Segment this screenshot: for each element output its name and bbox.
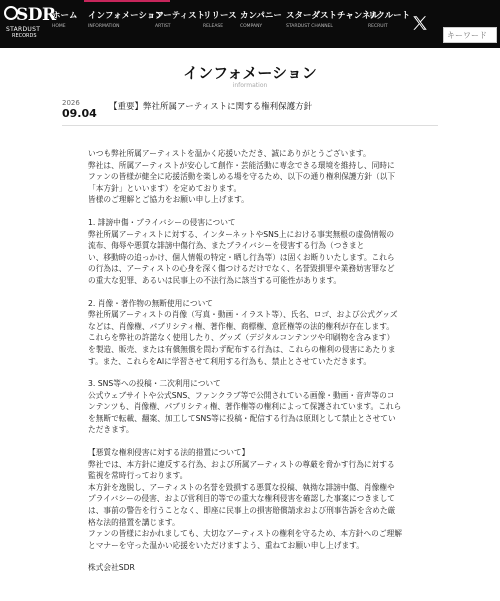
search-input[interactable] [443,27,497,43]
nav-item-release[interactable] [203,9,237,29]
nav-item-label: スターダストチャンネル [286,11,379,21]
nav-item-label: リリース [203,11,237,21]
nav-item-stardust-channel[interactable] [286,9,379,29]
x-icon[interactable] [411,14,429,32]
logo-text: SDR [16,5,56,25]
nav-item-sublabel: HOME [52,24,66,29]
article-paragraph-legal: 【悪質な権利侵害に対する法的措置について】 弊社では、本方針に違反する行為、および所属アーティストの尊厳を脅かす行為に対する 監視を常時行っております。 本方針を逸脱し、アーティストの名誉を毀損する悪質な投稿、執拗な誹謗中傷、肖像権や プライバシーの侵害、および営利目的等での重大な権利侵害を確認した事案につきまして は、事前の警告を行うことなく、即座に民事上の損害賠償請求および刑事告訴を含めた厳 格な法的措置を講じます。 ファンの皆様におかれましても、大切なアーティストの権利を守るため、本方針へのご理解 とマナーを守った温かい応援をいただけますよう、重ねてお願い申し上げます。 [88,448,402,550]
page-title: インフォメーション [183,64,317,82]
article-signature: 株式会社SDR [88,563,135,573]
nav-item-label: リクルート [368,11,411,21]
article-paragraph-intro: いつも弊社所属アーティストを温かく応援いただき、誠にありがとうございます。 弊社は、所属アーティストが安心して創作・芸能活動に専念できる環境を維持し、同時に ファンの皆様が健全に応援活動を楽しめる場を守るため、以下の通り権利保護方針（以下 「本方針」といいます）を定めております。 皆様のご理解とご協力をお願い申し上げます。 [88,149,396,205]
divider [62,125,438,126]
logo-subtext: STARDUST [6,26,41,33]
nav-item-sublabel: RELEASE [203,24,224,29]
page-subtitle: information [232,82,268,89]
nav-item-sublabel: RECRUIT [368,24,388,29]
nav-item-sublabel: INFORMATION [88,24,120,29]
nav-item-label: アーティスト [155,11,206,21]
article-body [88,148,418,574]
nav-item-label: インフォメーション [88,11,164,21]
nav-item-company[interactable] [240,9,282,29]
nav-item-label: カンパニー [240,11,282,21]
nav-item-artist[interactable] [155,9,205,29]
site-header [0,0,500,48]
nav-item-information[interactable] [88,9,164,29]
article-paragraph-section-3: 3. SNS等への投稿・二次利用について 公式ウェブサイトや公式SNS、ファンクラブ等で公開されている画像・動画・音声等のコ ンテンツも、肖像権、パブリシティ権、著作権等の権利によって保護されています。これら を無断で転載、翻案、加工してSNS等に投稿・配信する行為は原則として禁止とさせてい ただきます。 [88,379,402,435]
nav-item-recruit[interactable] [368,9,410,29]
article-date: 09.04 [62,107,97,120]
site-logo[interactable] [4,5,56,42]
article-title: 【重要】弊社所属アーティストに関する権利保護方針 [109,102,313,112]
logo-subtext-2: RECORDS [12,33,37,39]
nav-item-home[interactable] [52,9,78,29]
article-paragraph-section-1: 1. 誹謗中傷・プライバシーの侵害について 弊社所属アーティストに対する、インターネットやSNS上における事実無根の虚偽情報の 流布、侮辱や悪質な誹謗中傷行為、またプライバシーを侵害する行為（つきまと い、移動時の追っかけ、個人情報の特定・晒し行為等）は固くお断りいたします。これら の行為は、アーティストの心身を深く傷つけるだけでなく、名誉毀損罪や業務妨害罪など の重大な犯罪、あるいは民事上の不法行為に該当する可能性があります。 [88,217,395,285]
article-paragraph-section-2: 2. 肖像・著作物の無断使用について 弊社所属アーティストの肖像（写真・動画・イラスト等）、氏名、ロゴ、および公式グッズ などは、肖像権、パブリシティ権、著作権、商標権、意匠権等の法的権利が存在します。 これらを弊社の許諾なく使用したり、グッズ（デジタルコンテンツや印刷物を含みます） を製造、販売、または有償無償を問わず配布する行為は、これらの権利の侵害にあたりま す。また、これらをAIに学習させて利用する行為も、禁止とさせていただきます。 [88,298,398,366]
nav-item-sublabel: COMPANY [240,24,263,29]
article-year: 2026 [62,99,80,107]
nav-item-sublabel: STARDUST CHANNEL [286,24,333,29]
nav-item-label: ホーム [52,11,78,21]
nav-item-sublabel: ARTIST [155,24,171,29]
